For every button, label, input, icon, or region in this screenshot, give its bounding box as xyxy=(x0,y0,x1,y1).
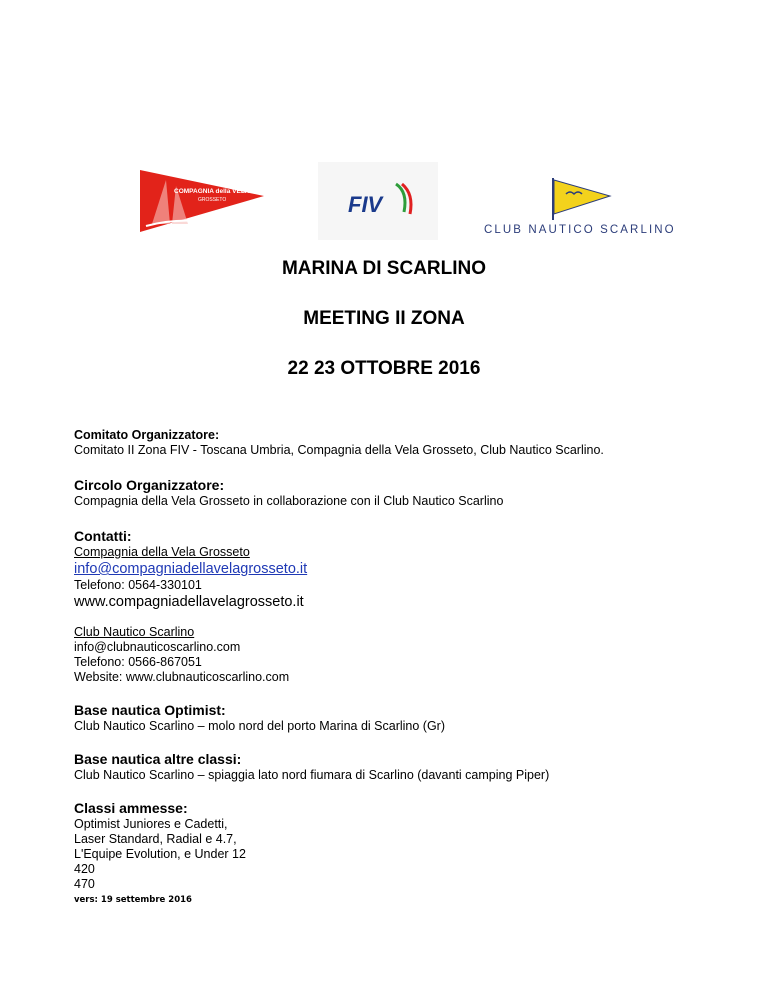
cvg-website: www.compagniadellavelagrosseto.it xyxy=(74,594,304,610)
title-event: MEETING II ZONA xyxy=(303,308,465,329)
cvg-logo-subtext: GROSSETO xyxy=(198,197,227,203)
classi-item: 470 xyxy=(74,877,95,891)
title-location: MARINA DI SCARLINO xyxy=(281,258,487,279)
cns-phone: Telefono: 0566-867051 xyxy=(74,655,202,669)
cns-contacts xyxy=(74,625,734,685)
cvg-name: Compagnia della Vela Grosseto xyxy=(74,545,250,559)
classi-item: L'Equipe Evolution, e Under 12 xyxy=(74,847,246,861)
circolo-text: Compagnia della Vela Grosseto in collaborazione con il Club Nautico Scarlino xyxy=(74,494,504,508)
classi-heading: Classi ammesse: xyxy=(74,800,188,816)
cns-name: Club Nautico Scarlino xyxy=(74,625,195,639)
comitato-heading: Comitato Organizzatore: xyxy=(74,428,220,442)
classi-item: Laser Standard, Radial e 4.7, xyxy=(74,832,237,846)
base-altre-text: Club Nautico Scarlino – spiaggia lato nord fiumara di Scarlino (davanti camping Piper) xyxy=(74,768,550,782)
base-optimist-text: Club Nautico Scarlino – molo nord del porto Marina di Scarlino (Gr) xyxy=(74,719,445,733)
cns-logo-text: CLUB NAUTICO SCARLINO xyxy=(484,224,676,236)
section-comitato xyxy=(74,428,734,458)
cvg-logo-text: COMPAGNIA della VELA xyxy=(174,188,250,195)
compagnia-vela-grosseto-logo xyxy=(136,166,268,236)
section-base-altre xyxy=(74,751,734,783)
logos-row xyxy=(0,162,768,242)
cns-website: Website: www.clubnauticoscarlino.com xyxy=(74,670,290,684)
comitato-text: Comitato II Zona FIV - Toscana Umbria, Compagnia della Vela Grosseto, Club Nautico Scarlino. xyxy=(74,443,604,457)
cvg-phone: Telefono: 0564-330101 xyxy=(74,578,202,592)
document-body xyxy=(74,428,734,892)
circolo-heading: Circolo Organizzatore: xyxy=(74,477,225,493)
classi-item: 420 xyxy=(74,862,95,876)
club-nautico-scarlino-logo xyxy=(480,176,680,242)
fiv-logo xyxy=(318,162,438,240)
classi-item: Optimist Juniores e Cadetti, xyxy=(74,817,228,831)
base-altre-heading: Base nautica altre classi: xyxy=(74,751,242,767)
section-contatti xyxy=(74,528,734,685)
version-footer: vers: 19 settembre 2016 xyxy=(74,895,192,905)
contatti-heading: Contatti: xyxy=(74,528,132,544)
cns-email: info@clubnauticoscarlino.com xyxy=(74,640,241,654)
section-circolo xyxy=(74,477,734,509)
base-optimist-heading: Base nautica Optimist: xyxy=(74,702,226,718)
fiv-logo-text: FIV xyxy=(348,192,383,217)
title-dates: 22 23 OTTOBRE 2016 xyxy=(287,358,481,379)
section-base-optimist xyxy=(74,702,734,734)
cvg-email-link[interactable]: info@compagniadellavelagrosseto.it xyxy=(74,561,308,577)
section-classi xyxy=(74,800,734,892)
